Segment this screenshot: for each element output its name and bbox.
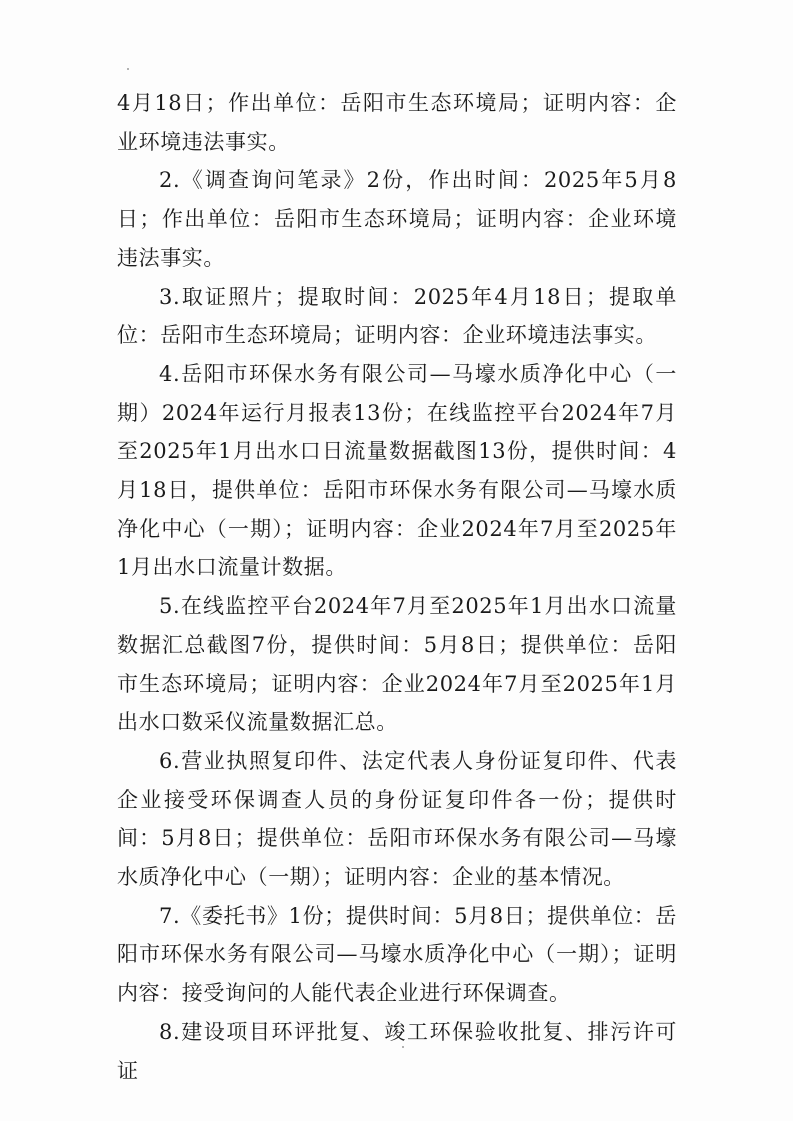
- evidence-item-8: 8.建设项目环评批复、竣工环保验收批复、排污许可证: [117, 1019, 677, 1083]
- evidence-item-6: 6.营业执照复印件、法定代表人身份证复印件、代表企业接受环保调查人员的身份证复印件各一份；提供时间：5月8日；提供单位：岳阳市环保水务有限公司—马壕水质净化中心（一期）；证明内容：企业的基本情况。: [117, 748, 677, 890]
- evidence-item-5: 5.在线监控平台2024年7月至2025年1月出水口流量数据汇总截图7份，提供时间：5月8日；提供单位：岳阳市生态环境局；证明内容：企业2024年7月至2025年1月出水口数采仪流量数据汇总。: [117, 594, 677, 735]
- evidence-item-2: 2.《调查询问笔录》2份，作出时间：2025年5月8日；作出单位：岳阳市生态环境局；证明内容：企业环境违法事实。: [117, 168, 677, 270]
- document-body: [117, 84, 677, 1090]
- evidence-item-3: 3.取证照片；提取时间：2025年4月18日；提取单位：岳阳市生态环境局；证明内容：企业环境违法事实。: [117, 284, 677, 348]
- evidence-item-4: 4.岳阳市环保水务有限公司—马壕水质净化中心（一期）2024年运行月报表13份；在线监控平台2024年7月至2025年1月出水口日流量数据截图13份，提供时间：4月18日，提供单位：岳阳市环保水务有限公司—马壕水质净化中心（一期）；证明内容：企业2024年7月至2025年1月出水口流量计数据。: [117, 361, 677, 580]
- evidence-item-7: 7.《委托书》1份；提供时间：5月8日；提供单位：岳阳市环保水务有限公司—马壕水质净化中心（一期）；证明内容：接受询问的人能代表企业进行环保调查。: [117, 903, 677, 1006]
- paragraph-continuation: 4月18日；作出单位：岳阳市生态环境局；证明内容：企业环境违法事实。: [117, 91, 677, 154]
- scan-speck: [127, 68, 129, 70]
